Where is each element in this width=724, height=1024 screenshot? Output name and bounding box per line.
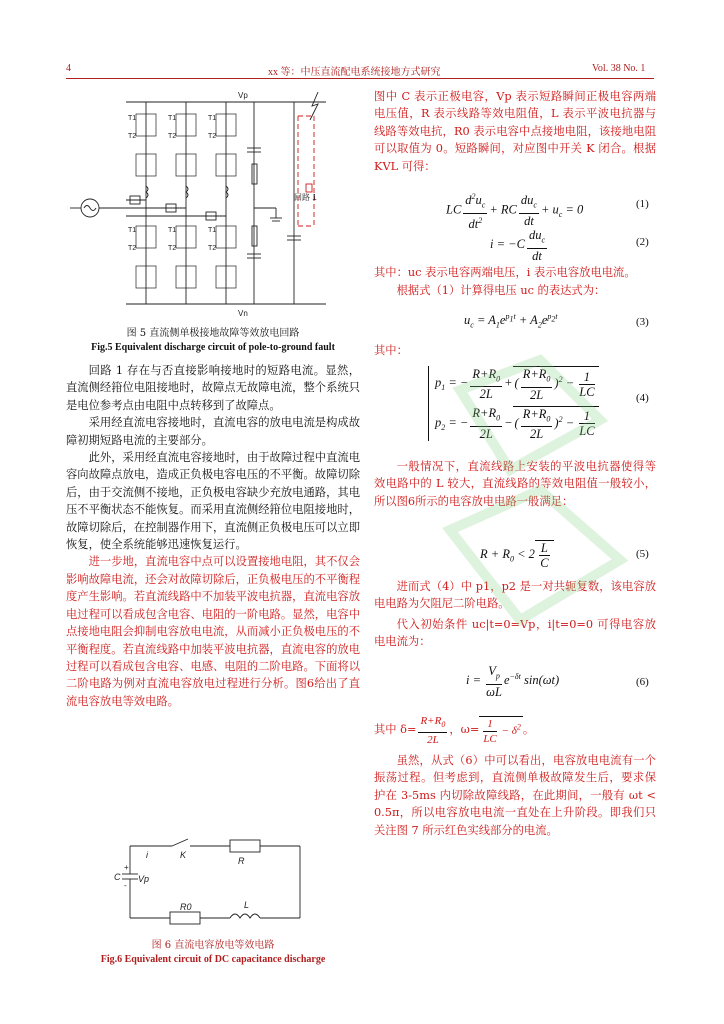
svg-text:T2: T2 — [128, 133, 137, 140]
fig6-vp-label: Vp — [138, 874, 150, 884]
right-paragraph-5: 一般情况下，直流线路上安装的平波电抗器使得等效电路中的 L 较大，直流线路的等效电阻值一般较小，所以图6所示的电容放电电路一般满足： — [374, 460, 656, 508]
fig6-minus: - — [124, 881, 127, 890]
right-paragraph-6: 进而式（4）中 p1，p2 是一对共轭复数，该电容放电电路为欠阻尼二阶电路。 — [374, 580, 656, 611]
svg-text:T2: T2 — [208, 133, 217, 140]
figure6-circuit — [110, 836, 310, 928]
equation-4-number: (4) — [636, 392, 649, 404]
header-rule — [66, 78, 654, 79]
left-paragraph-2: 采用经直流电容接地时，直流电容的放电电流是构成故障初期短路电流的主要部分。 — [66, 416, 360, 447]
left-paragraph-4: 进一步地，直流电容中点可以设置接地电阻，其不仅会影响故障电流，还会对故障切除后，正负极电压的不平衡程度产生影响。若直流线路中不加装平波电抗器，直流电容放电过程可以看成包含电容、电阻的一阶电路。显然，电容中点接地电阻会抑制电容放电电流，从而减小正负极电压的不平衡程度。若直流线路中加装平波电抗器，直流电容的放电过程可以看成包含电容、电感、电阻的二阶电路。下面将以二阶电路为例对直流电容放电过程进行分析。图6给出了直流电容放电等效电路。 — [66, 555, 360, 708]
svg-text:T1: T1 — [168, 115, 177, 122]
equation-5: $R + R_0 < 2$ $\frac{L}{C}$ — [480, 540, 554, 570]
period-label: 。 — [522, 723, 535, 737]
right-paragraph-7: 代入初始条件 uc|t=0=Vp，i|t=0=0 可得电容放电电流为： — [374, 618, 656, 649]
equation-3-number: (3) — [636, 316, 649, 328]
fig6-r0-label: R0 — [180, 902, 192, 912]
figure6-caption-zh: 图 6 直流电容放电等效电路 — [151, 940, 275, 951]
fig5-vn-label: Vn — [238, 309, 248, 318]
fig6-c-label: C — [114, 872, 121, 882]
equation-1: LC $\frac{d^2u_c}{dt^2}$ + RC $\frac{du_c}{dt}$ + $u_c = 0$ — [446, 192, 584, 231]
fig6-r-label: R — [238, 856, 245, 866]
equation-4: $p_1$ = − $\frac{R+R_0}{2L}$ + ( $\frac{R+R_0}{2L}$ )$^2$ − $\frac{1}{LC}$ $p_2$ = − $\frac{R+R_0}{2L}$ − ( $\frac{R+R_0}{2L}$ )$^2$ − $\frac{1}{LC}$ — [428, 366, 599, 441]
equation-6-number: (6) — [636, 676, 649, 688]
delta-label: 其中 δ= — [374, 723, 417, 737]
equation-3: $u_c = A_1e^{p_1t} + A_2e^{p_2t}$ — [464, 312, 558, 330]
running-title: xx 等：中压直流配电系统接地方式研究 — [268, 67, 441, 78]
equation-1-number: (1) — [636, 198, 649, 210]
equation-5-number: (5) — [636, 548, 649, 560]
left-paragraph-3: 此外，采用经直流电容接地时，由于故障过程中直流电容向故障点放电，造成正负极电容电压的不平衡。故障切除后，由于交流侧不接地，正负极电容缺少充放电通路，其电压不平衡状态不能恢复。而采用直流侧经箝位电阻接地时，故障切除后，在控制器作用下，直流侧正负极电压可以立即恢复，使全系统能够迅速恢复运行。 — [66, 451, 360, 552]
svg-text:T1: T1 — [128, 227, 137, 234]
fig6-plus: + — [124, 863, 129, 872]
page-number: 4 — [66, 63, 71, 74]
svg-text:T2: T2 — [128, 245, 137, 252]
svg-text:T1: T1 — [208, 227, 217, 234]
right-paragraph-4: 其中： — [374, 344, 408, 357]
svg-text:T1: T1 — [128, 115, 137, 122]
svg-text:T1: T1 — [168, 227, 177, 234]
right-paragraph-3: 根据式（1）计算得电压 uc 的表达式为： — [396, 284, 606, 297]
fig5-loop-label: 回路 1 — [294, 193, 317, 202]
right-paragraph-2: 其中：uc 表示电容两端电压，i 表示电容放电电流。 — [374, 266, 636, 279]
figure5-caption-en: Fig.5 Equivalent discharge circuit of pole-to-ground fault — [91, 342, 335, 353]
figure5-circuit — [66, 86, 360, 320]
fig6-i-label: i — [146, 850, 148, 860]
figure5-caption-zh: 图 5 直流侧单极接地故障等效放电回路 — [126, 328, 300, 339]
fig6-l-label: L — [244, 900, 250, 910]
fig6-k-label: K — [180, 850, 187, 860]
left-column — [66, 362, 360, 710]
svg-text:T2: T2 — [168, 133, 177, 140]
figure6-caption-en: Fig.6 Equivalent circuit of DC capacitance discharge — [100, 954, 326, 965]
omega-label: ，ω= — [449, 723, 480, 737]
right-paragraph-1: 图中 C 表示正极电容，Vp 表示短路瞬间正极电容两端电压值，R 表示线路等效电阻值，L 表示平波电抗器与线路等效电抗，R0 表示电容中点接地电阻，该接地电阻可以取值为 0。短路瞬间，对应图中开关 K 闭合。根据 KVL 可得： — [374, 90, 656, 173]
svg-text:T1: T1 — [208, 115, 217, 122]
equation-2-number: (2) — [636, 236, 649, 248]
right-paragraph-8: 其中 δ= $\frac{R+R_0}{2L}$ ，ω= $\frac{1}{LC}$ − $\delta^2$ 。 — [374, 715, 535, 747]
volume-label: Vol. 38 No. 1 — [592, 63, 646, 74]
svg-text:T2: T2 — [168, 245, 177, 252]
left-paragraph-1: 回路 1 存在与否直接影响接地时的短路电流。显然，直流侧经箝位电阻接地时，故障点无故障电流，整个系统只是电位参考点由电阻中点转移到了故障点。 — [66, 364, 360, 412]
svg-text:T2: T2 — [208, 245, 217, 252]
equation-2: i = −C $\frac{du_c}{dt}$ — [490, 228, 545, 263]
right-paragraph-9: 虽然，从式（6）中可以看出，电容放电电流有一个振荡过程。但考虑到，直流侧单极故障发生后，要求保护在 3-5ms 内切除故障线路，在此期间，一般有 ωt < 0.5π，所以电容放电电流一直处在上升阶段。即我们只关注图 7 所示红色实线部分的电流。 — [374, 754, 656, 837]
equation-6: i = $\frac{V_p}{\omega L}$ $e^{-\delta t}$ sin(ωt) — [466, 664, 560, 699]
fig5-vp-label: Vp — [238, 91, 248, 100]
watermark — [420, 330, 660, 670]
